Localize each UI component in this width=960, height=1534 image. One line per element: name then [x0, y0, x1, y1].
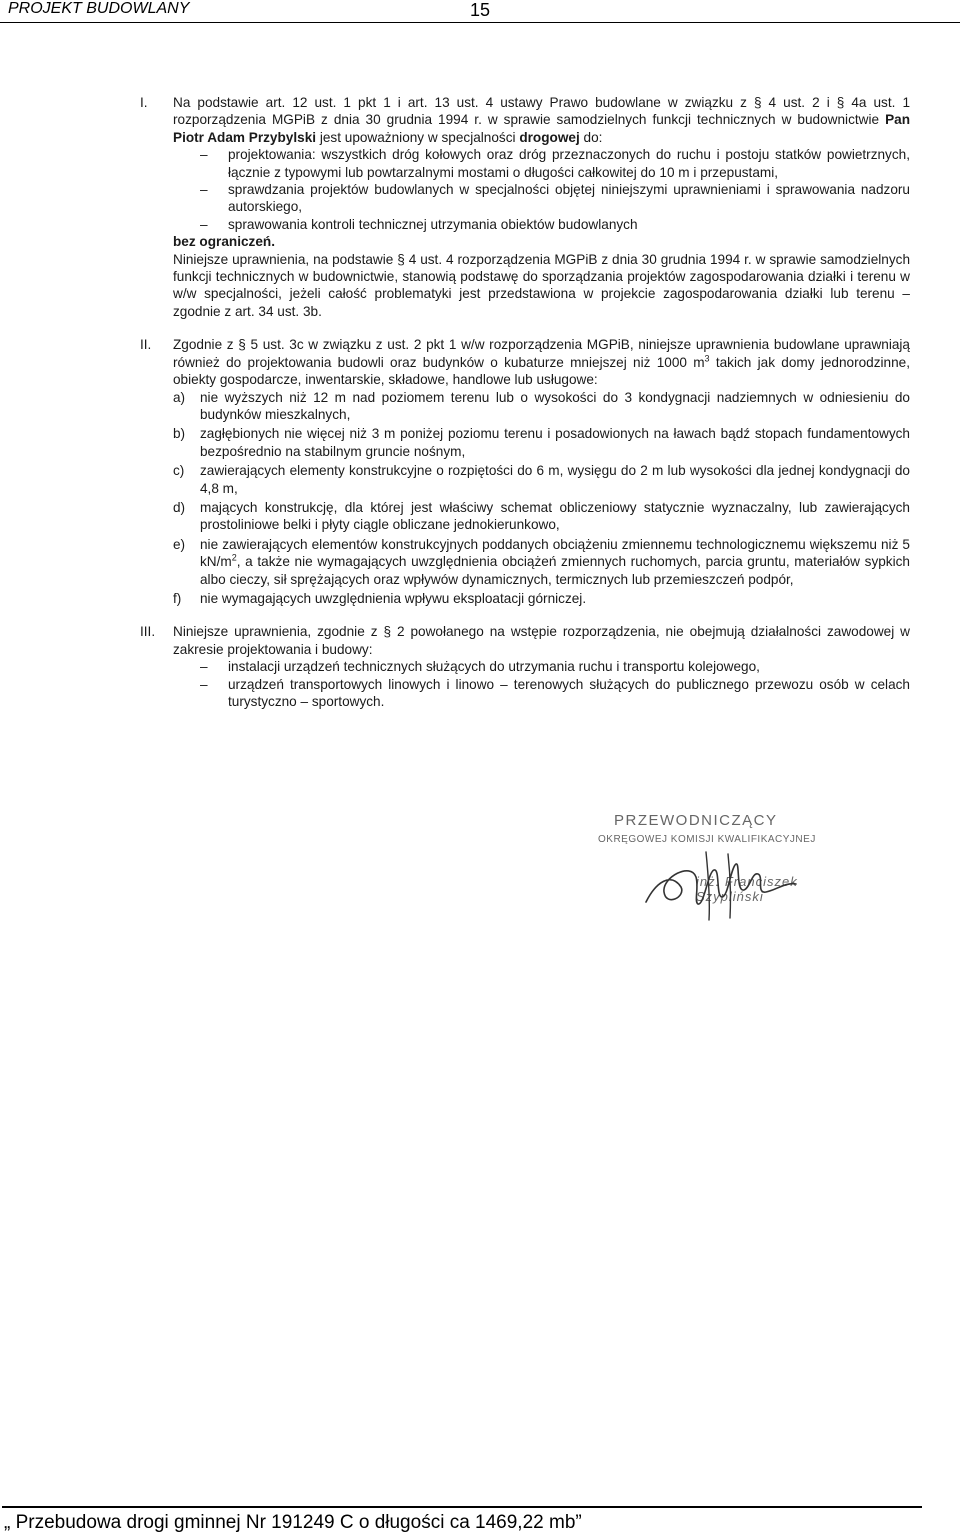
list-letter: b) — [173, 426, 186, 442]
intro-text: do: — [579, 129, 603, 145]
list-item — [173, 425, 910, 460]
intro-text: takich jak domy jednorodzinne, obiekty gospodarcze, inwentarskie, składowe, handlowe lub usługowe: — [173, 354, 910, 388]
section-3-intro: Niniejsze uprawnienia, zgodnie z § 2 powołanego na wstępie rozporządzenia, nie obejmują działalności zawodowej w zakresie projektowania i budowy: — [173, 624, 910, 657]
header-divider — [0, 22, 960, 23]
list-item-text: mających konstrukcję, dla której jest właściwy schemat obliczeniowy statycznie wyznaczalny, lub zawierających prostoliniowe belki i płyty ciągle obliczane jednokierunkowo, — [200, 499, 910, 533]
list-item-text: nie zawierających elementów konstrukcyjnych poddanych obciążeniu zmiennemu technologicznemu większemu niż 5 kN/m — [200, 536, 910, 570]
section-1-intro — [173, 94, 910, 146]
intro-text: Zgodnie z § 5 ust. 3c w związku z ust. 2 pkt 1 w/w rozporządzenia MGPiB, niniejsze uprawnienia budowlane uprawniają również do projektowania budowli oraz budynków o kubaturze mniejszej niż 1000 m — [173, 337, 910, 370]
section-1 — [140, 94, 910, 320]
stamp-name: inż. Franciszek Szypliński — [696, 874, 798, 904]
list-item-text: nie wymagających uwzględnienia wpływu eksploatacji górniczej. — [200, 590, 587, 606]
dash-bullet: – — [200, 182, 208, 198]
dash-bullet: – — [200, 147, 208, 163]
list-item-text: sprawowania kontroli technicznej utrzymania obiektów budowlanych — [228, 216, 638, 232]
intro-text: Na podstawie art. 12 ust. 1 pkt 1 i art. 13 ust. 4 ustawy Prawo budowlane w związku z § 4 ust. 2 i § 4a ust. 1 rozporządzenia MGPiB z dnia 30 grudnia 1994 r. w sprawie samodzielnych funkcji technicznych w budownictwie — [173, 95, 910, 128]
list-item — [173, 676, 910, 711]
list-item — [173, 389, 910, 424]
document-body — [140, 94, 910, 726]
list-item — [173, 146, 910, 181]
section-number: II. — [140, 337, 152, 353]
superscript: 2 — [231, 552, 237, 563]
section-number: III. — [140, 624, 156, 640]
section-1-list — [173, 146, 910, 233]
list-item-text: , a także nie wymagających uwzględnienia obciążeń zmiennych ruchomych, parcia gruntu, materiałów sypkich albo cieczy, sił sprężających oraz wpływów dynamicznych, termicznych lub przemieszczeń podpór, — [200, 554, 910, 587]
list-item — [173, 536, 910, 588]
list-item-text: zawierających elementy konstrukcyjne o rozpiętości do 6 m, wysięgu do 2 m lub wysokości dla jednej kondygnacji do 4,8 m, — [200, 463, 910, 496]
list-letter: a) — [173, 389, 186, 405]
list-item-text: zagłębionych nie więcej niż 3 m poniżej poziomu terenu i posadowionych na ławach bądź stopach fundamentowych bezpośrednio na stabilnym gruncie nośnym, — [200, 426, 910, 459]
list-letter: f) — [173, 590, 182, 606]
stamp-title: PRZEWODNICZĄCY — [614, 812, 778, 829]
list-item — [173, 181, 910, 216]
official-stamp — [596, 812, 836, 922]
footer-divider — [2, 1506, 922, 1508]
section-3-list — [173, 658, 910, 710]
list-letter: e) — [173, 536, 186, 552]
list-item — [173, 499, 910, 534]
header-title: PROJEKT BUDOWLANY — [8, 0, 190, 17]
list-letter: c) — [173, 463, 185, 479]
no-limits-label: bez ograniczeń. — [173, 234, 275, 250]
list-letter: d) — [173, 499, 186, 515]
handwritten-signature — [636, 842, 806, 922]
footer-text: „ Przebudowa drogi gminnej Nr 191249 C o długości ca 1469,22 mb” — [4, 1512, 582, 1533]
section-3 — [140, 623, 910, 710]
intro-text: jest upoważniony w specjalności — [316, 129, 520, 145]
section-2 — [140, 336, 910, 607]
section-number: I. — [140, 95, 148, 110]
section-2-intro — [173, 336, 910, 388]
stamp-subtitle: OKRĘGOWEJ KOMISJI KWALIFIKACYJNEJ — [598, 834, 816, 845]
section-1-closing: Niniejsze uprawnienia, na podstawie § 4 ust. 4 rozporządzenia MGPiB z dnia 30 grudnia 1994 r. w sprawie samodzielnych funkcji technicznych w budownictwie, stanowią podstawę do sporządzania projektów zagospodarowania działki i terenu w w/w specjalności, jeżeli całość problematyki jest przedstawiona w projekcie zagospodarowania działki lub terenu – zgodnie z art. 34 ust. 3b. — [173, 251, 910, 319]
page-number: 15 — [470, 0, 491, 20]
list-item-text: nie wyższych niż 12 m nad poziomem terenu lub o wysokości do 3 kondygnacji nadziemnych w odniesieniu do budynków mieszkalnych, — [200, 389, 910, 422]
list-item — [173, 590, 910, 607]
superscript: 3 — [704, 353, 710, 364]
no-limits-text — [173, 233, 910, 250]
specialty-name: drogowej — [519, 129, 580, 145]
page-header — [0, 0, 960, 24]
dash-bullet: – — [200, 216, 208, 232]
list-item — [173, 658, 910, 675]
dash-bullet: – — [200, 676, 208, 692]
list-item-text: instalacji urządzeń technicznych służących do utrzymania ruchu i transportu kolejowego, — [228, 659, 760, 675]
list-item-text: sprawdzania projektów budowlanych w specjalności objętej niniejszymi uprawnieniami i sprawowania nadzoru autorskiego, — [228, 182, 910, 215]
list-item-text: urządzeń transportowych linowych i linowo – terenowych służących do publicznego przewozu osób w celach turystyczno – sportowych. — [228, 676, 910, 709]
list-item — [173, 462, 910, 497]
person-name: Pan Piotr Adam Przybylski — [173, 112, 910, 145]
list-item-text: projektowania: wszystkich dróg kołowych oraz dróg przeznaczonych do ruchu i postoju statków powietrznych, łącznie z typowymi lub powtarzalnymi mostami o długości całkowitej do 10 m i przepustami, — [228, 147, 910, 180]
list-item — [173, 216, 910, 233]
section-2-list — [173, 389, 910, 608]
dash-bullet: – — [200, 659, 208, 675]
